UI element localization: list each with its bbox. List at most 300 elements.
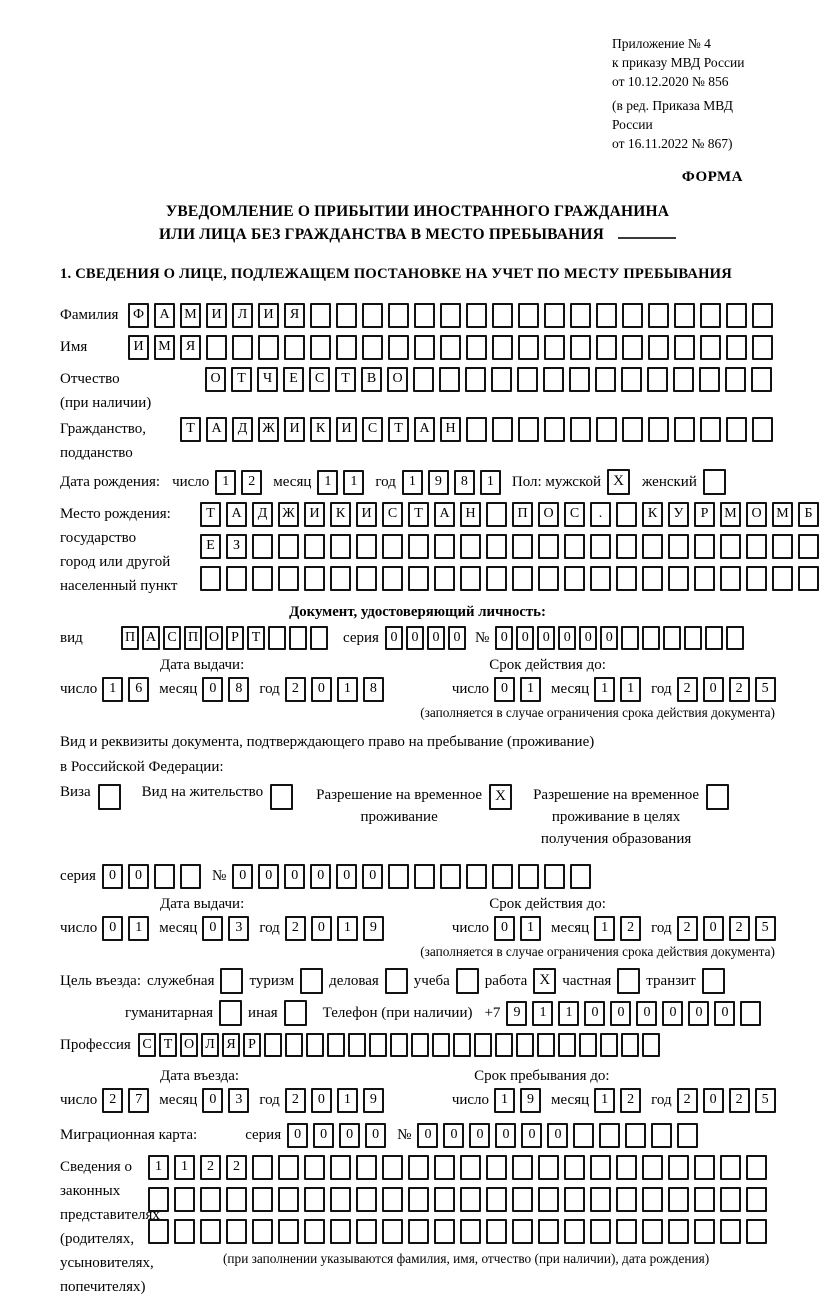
- form-cell[interactable]: 1: [594, 677, 615, 702]
- form-cell[interactable]: 0: [537, 626, 555, 650]
- form-cell[interactable]: [408, 1219, 429, 1244]
- form-cell[interactable]: [616, 534, 637, 559]
- form-cell[interactable]: [356, 534, 377, 559]
- residence-expiry-day-cells[interactable]: [494, 916, 546, 941]
- form-cell[interactable]: [746, 1219, 767, 1244]
- form-cell[interactable]: [278, 1219, 299, 1244]
- form-cell[interactable]: [336, 335, 357, 360]
- form-cell[interactable]: 1: [480, 470, 501, 495]
- residence-issue-month-cells[interactable]: [202, 916, 254, 941]
- form-cell[interactable]: [751, 367, 772, 392]
- form-cell[interactable]: [492, 303, 513, 328]
- form-cell[interactable]: 0: [469, 1123, 490, 1148]
- form-cell[interactable]: [642, 1033, 660, 1057]
- form-cell[interactable]: [434, 566, 455, 591]
- form-cell[interactable]: [726, 303, 747, 328]
- form-cell[interactable]: 1: [558, 1001, 579, 1026]
- form-cell[interactable]: Я: [222, 1033, 240, 1057]
- form-cell[interactable]: [200, 566, 221, 591]
- form-cell[interactable]: 0: [495, 1123, 516, 1148]
- form-cell[interactable]: 0: [336, 864, 357, 889]
- form-cell[interactable]: 0: [287, 1123, 308, 1148]
- form-cell[interactable]: [590, 566, 611, 591]
- form-cell[interactable]: [200, 1187, 221, 1212]
- form-cell[interactable]: [304, 1187, 325, 1212]
- form-cell[interactable]: [453, 1033, 471, 1057]
- form-cell[interactable]: [356, 1155, 377, 1180]
- form-cell[interactable]: Л: [232, 303, 253, 328]
- form-cell[interactable]: [382, 1155, 403, 1180]
- form-cell[interactable]: [700, 303, 721, 328]
- form-cell[interactable]: 0: [547, 1123, 568, 1148]
- form-cell[interactable]: [258, 335, 279, 360]
- form-cell[interactable]: [486, 502, 507, 527]
- form-cell[interactable]: [699, 367, 720, 392]
- form-cell[interactable]: [440, 335, 461, 360]
- form-cell[interactable]: [330, 566, 351, 591]
- form-cell[interactable]: 0: [362, 864, 383, 889]
- given-name-cells[interactable]: [128, 335, 778, 360]
- purpose-official-checkbox[interactable]: [220, 968, 243, 994]
- form-cell[interactable]: [668, 1219, 689, 1244]
- form-cell[interactable]: [440, 303, 461, 328]
- form-cell[interactable]: П: [184, 626, 202, 650]
- guardians-row-2-cells[interactable]: [148, 1187, 772, 1212]
- form-cell[interactable]: С: [138, 1033, 156, 1057]
- form-cell[interactable]: [752, 303, 773, 328]
- purpose-work-checkbox[interactable]: [533, 968, 556, 994]
- form-cell[interactable]: 0: [494, 916, 515, 941]
- purpose-tourism-checkbox[interactable]: [300, 968, 323, 994]
- form-cell[interactable]: [668, 566, 689, 591]
- form-cell[interactable]: 0: [688, 1001, 709, 1026]
- form-cell[interactable]: 0: [102, 864, 123, 889]
- edu-permit-checkbox[interactable]: [706, 784, 729, 810]
- residence-issue-year-cells[interactable]: [285, 916, 389, 941]
- form-cell[interactable]: .: [590, 502, 611, 527]
- form-cell[interactable]: [596, 417, 617, 442]
- form-cell[interactable]: [486, 1219, 507, 1244]
- form-cell[interactable]: [538, 1219, 559, 1244]
- migration-number-cells[interactable]: [417, 1123, 703, 1148]
- form-cell[interactable]: 1: [494, 1088, 515, 1113]
- form-cell[interactable]: 5: [755, 1088, 776, 1113]
- form-cell[interactable]: [600, 1033, 618, 1057]
- form-cell[interactable]: [700, 335, 721, 360]
- form-cell[interactable]: [434, 1219, 455, 1244]
- form-cell[interactable]: Ч: [257, 367, 278, 392]
- form-cell[interactable]: [677, 1123, 698, 1148]
- form-cell[interactable]: [706, 784, 729, 810]
- form-cell[interactable]: [460, 534, 481, 559]
- form-cell[interactable]: П: [121, 626, 139, 650]
- form-cell[interactable]: 9: [363, 916, 384, 941]
- form-cell[interactable]: [512, 1155, 533, 1180]
- form-cell[interactable]: [537, 1033, 555, 1057]
- form-cell[interactable]: 0: [310, 864, 331, 889]
- form-cell[interactable]: И: [206, 303, 227, 328]
- form-cell[interactable]: 0: [102, 916, 123, 941]
- form-cell[interactable]: 1: [215, 470, 236, 495]
- form-cell[interactable]: [382, 1187, 403, 1212]
- form-cell[interactable]: [330, 1187, 351, 1212]
- form-cell[interactable]: 0: [284, 864, 305, 889]
- birth-place-row-2-cells[interactable]: [200, 534, 824, 559]
- form-cell[interactable]: X: [533, 968, 556, 994]
- identity-issue-year-cells[interactable]: [285, 677, 389, 702]
- residence-permit-checkbox[interactable]: [270, 784, 293, 810]
- form-cell[interactable]: 0: [703, 677, 724, 702]
- form-cell[interactable]: [414, 303, 435, 328]
- form-cell[interactable]: [772, 534, 793, 559]
- form-cell[interactable]: [625, 1123, 646, 1148]
- stay-month-cells[interactable]: [594, 1088, 646, 1113]
- form-cell[interactable]: 0: [128, 864, 149, 889]
- form-cell[interactable]: [304, 1155, 325, 1180]
- form-cell[interactable]: 1: [402, 470, 423, 495]
- form-cell[interactable]: 1: [520, 677, 541, 702]
- form-cell[interactable]: Д: [232, 417, 253, 442]
- form-cell[interactable]: И: [356, 502, 377, 527]
- birth-place-row-3-cells[interactable]: [200, 566, 824, 591]
- form-cell[interactable]: [538, 1155, 559, 1180]
- form-cell[interactable]: [596, 303, 617, 328]
- form-cell[interactable]: [460, 1187, 481, 1212]
- form-cell[interactable]: 5: [755, 916, 776, 941]
- form-cell[interactable]: И: [304, 502, 325, 527]
- form-cell[interactable]: Т: [388, 417, 409, 442]
- birth-day-cells[interactable]: [215, 470, 267, 495]
- form-cell[interactable]: [434, 1155, 455, 1180]
- form-cell[interactable]: Т: [408, 502, 429, 527]
- form-cell[interactable]: [752, 335, 773, 360]
- form-cell[interactable]: [304, 1219, 325, 1244]
- identity-issue-day-cells[interactable]: [102, 677, 154, 702]
- form-cell[interactable]: [596, 335, 617, 360]
- form-cell[interactable]: Ф: [128, 303, 149, 328]
- form-cell[interactable]: [330, 1155, 351, 1180]
- form-cell[interactable]: О: [746, 502, 767, 527]
- form-cell[interactable]: [752, 417, 773, 442]
- form-cell[interactable]: 8: [454, 470, 475, 495]
- form-cell[interactable]: 0: [521, 1123, 542, 1148]
- residence-doc-series-cells[interactable]: [102, 864, 206, 889]
- form-cell[interactable]: 1: [532, 1001, 553, 1026]
- form-cell[interactable]: [492, 864, 513, 889]
- form-cell[interactable]: [289, 626, 307, 650]
- form-cell[interactable]: 0: [258, 864, 279, 889]
- form-cell[interactable]: [674, 335, 695, 360]
- form-cell[interactable]: [642, 566, 663, 591]
- identity-expiry-month-cells[interactable]: [594, 677, 646, 702]
- form-cell[interactable]: 0: [516, 626, 534, 650]
- sex-female-checkbox[interactable]: [703, 469, 726, 495]
- form-cell[interactable]: Р: [243, 1033, 261, 1057]
- form-cell[interactable]: 2: [241, 470, 262, 495]
- form-cell[interactable]: [434, 1187, 455, 1212]
- form-cell[interactable]: 2: [729, 677, 750, 702]
- form-cell[interactable]: [720, 534, 741, 559]
- form-cell[interactable]: [460, 1155, 481, 1180]
- phone-cells[interactable]: [506, 1001, 766, 1026]
- form-cell[interactable]: А: [434, 502, 455, 527]
- form-cell[interactable]: А: [142, 626, 160, 650]
- form-cell[interactable]: [674, 303, 695, 328]
- form-cell[interactable]: 0: [584, 1001, 605, 1026]
- form-cell[interactable]: [702, 968, 725, 994]
- form-cell[interactable]: А: [414, 417, 435, 442]
- form-cell[interactable]: [98, 784, 121, 810]
- visa-checkbox[interactable]: [98, 784, 121, 810]
- form-cell[interactable]: С: [163, 626, 181, 650]
- identity-expiry-year-cells[interactable]: [677, 677, 781, 702]
- form-cell[interactable]: [491, 367, 512, 392]
- form-cell[interactable]: К: [642, 502, 663, 527]
- form-cell[interactable]: С: [382, 502, 403, 527]
- form-cell[interactable]: Ж: [278, 502, 299, 527]
- form-cell[interactable]: 0: [427, 626, 445, 650]
- form-cell[interactable]: [327, 1033, 345, 1057]
- form-cell[interactable]: 0: [311, 677, 332, 702]
- form-cell[interactable]: [268, 626, 286, 650]
- form-cell[interactable]: X: [489, 784, 512, 810]
- form-cell[interactable]: [651, 1123, 672, 1148]
- form-cell[interactable]: 1: [337, 916, 358, 941]
- form-cell[interactable]: 0: [703, 916, 724, 941]
- form-cell[interactable]: [720, 1219, 741, 1244]
- form-cell[interactable]: 0: [311, 916, 332, 941]
- form-cell[interactable]: 0: [558, 626, 576, 650]
- form-cell[interactable]: [543, 367, 564, 392]
- form-cell[interactable]: [304, 534, 325, 559]
- form-cell[interactable]: [518, 335, 539, 360]
- form-cell[interactable]: Е: [283, 367, 304, 392]
- form-cell[interactable]: [668, 1155, 689, 1180]
- form-cell[interactable]: О: [205, 367, 226, 392]
- form-cell[interactable]: 2: [200, 1155, 221, 1180]
- form-cell[interactable]: [382, 566, 403, 591]
- form-cell[interactable]: [330, 534, 351, 559]
- form-cell[interactable]: 2: [729, 916, 750, 941]
- form-cell[interactable]: [206, 335, 227, 360]
- purpose-other-checkbox[interactable]: [284, 1000, 307, 1026]
- form-cell[interactable]: [621, 1033, 639, 1057]
- identity-doc-number-cells[interactable]: [495, 626, 747, 650]
- form-cell[interactable]: [668, 534, 689, 559]
- surname-cells[interactable]: [128, 303, 778, 328]
- form-cell[interactable]: Ж: [258, 417, 279, 442]
- form-cell[interactable]: [564, 534, 585, 559]
- purpose-business-checkbox[interactable]: [385, 968, 408, 994]
- form-cell[interactable]: [304, 566, 325, 591]
- form-cell[interactable]: [700, 417, 721, 442]
- form-cell[interactable]: [740, 1001, 761, 1026]
- form-cell[interactable]: [616, 566, 637, 591]
- form-cell[interactable]: [310, 303, 331, 328]
- form-cell[interactable]: [674, 417, 695, 442]
- form-cell[interactable]: 0: [406, 626, 424, 650]
- form-cell[interactable]: [310, 335, 331, 360]
- form-cell[interactable]: [648, 303, 669, 328]
- form-cell[interactable]: [434, 534, 455, 559]
- form-cell[interactable]: [465, 367, 486, 392]
- form-cell[interactable]: М: [720, 502, 741, 527]
- form-cell[interactable]: [616, 1155, 637, 1180]
- temp-permit-checkbox[interactable]: [489, 784, 512, 810]
- form-cell[interactable]: О: [387, 367, 408, 392]
- form-cell[interactable]: [219, 1000, 242, 1026]
- form-cell[interactable]: М: [180, 303, 201, 328]
- form-cell[interactable]: [617, 968, 640, 994]
- form-cell[interactable]: [474, 1033, 492, 1057]
- form-cell[interactable]: [466, 303, 487, 328]
- form-cell[interactable]: [278, 1187, 299, 1212]
- form-cell[interactable]: [252, 1187, 273, 1212]
- form-cell[interactable]: [466, 864, 487, 889]
- form-cell[interactable]: [486, 1187, 507, 1212]
- form-cell[interactable]: Д: [252, 502, 273, 527]
- form-cell[interactable]: У: [668, 502, 689, 527]
- form-cell[interactable]: [356, 1187, 377, 1212]
- entry-month-cells[interactable]: [202, 1088, 254, 1113]
- form-cell[interactable]: [694, 1187, 715, 1212]
- form-cell[interactable]: [512, 1219, 533, 1244]
- profession-cells[interactable]: [138, 1033, 663, 1057]
- form-cell[interactable]: 1: [594, 1088, 615, 1113]
- form-cell[interactable]: 0: [610, 1001, 631, 1026]
- form-cell[interactable]: 0: [443, 1123, 464, 1148]
- form-cell[interactable]: [772, 566, 793, 591]
- form-cell[interactable]: 0: [202, 1088, 223, 1113]
- form-cell[interactable]: 2: [620, 1088, 641, 1113]
- form-cell[interactable]: [595, 367, 616, 392]
- form-cell[interactable]: [232, 335, 253, 360]
- form-cell[interactable]: [252, 534, 273, 559]
- form-cell[interactable]: [720, 566, 741, 591]
- form-cell[interactable]: [382, 534, 403, 559]
- form-cell[interactable]: [408, 566, 429, 591]
- form-cell[interactable]: [388, 303, 409, 328]
- form-cell[interactable]: 1: [148, 1155, 169, 1180]
- sex-male-checkbox[interactable]: [607, 469, 630, 495]
- form-cell[interactable]: [388, 864, 409, 889]
- purpose-study-checkbox[interactable]: [456, 968, 479, 994]
- residence-issue-day-cells[interactable]: [102, 916, 154, 941]
- form-cell[interactable]: [252, 566, 273, 591]
- form-cell[interactable]: [798, 534, 819, 559]
- form-cell[interactable]: [439, 367, 460, 392]
- form-cell[interactable]: 0: [202, 916, 223, 941]
- form-cell[interactable]: [512, 1187, 533, 1212]
- form-cell[interactable]: [647, 367, 668, 392]
- form-cell[interactable]: [278, 566, 299, 591]
- form-cell[interactable]: [411, 1033, 429, 1057]
- form-cell[interactable]: 2: [729, 1088, 750, 1113]
- form-cell[interactable]: [642, 626, 660, 650]
- identity-expiry-day-cells[interactable]: [494, 677, 546, 702]
- form-cell[interactable]: [648, 335, 669, 360]
- form-cell[interactable]: [616, 1187, 637, 1212]
- birth-year-cells[interactable]: [402, 470, 506, 495]
- form-cell[interactable]: [642, 1219, 663, 1244]
- stay-year-cells[interactable]: [677, 1088, 781, 1113]
- form-cell[interactable]: 1: [337, 677, 358, 702]
- form-cell[interactable]: 9: [428, 470, 449, 495]
- birth-month-cells[interactable]: [317, 470, 369, 495]
- form-cell[interactable]: [174, 1187, 195, 1212]
- form-cell[interactable]: [694, 1219, 715, 1244]
- form-cell[interactable]: 0: [202, 677, 223, 702]
- form-cell[interactable]: [226, 566, 247, 591]
- form-cell[interactable]: О: [205, 626, 223, 650]
- form-cell[interactable]: 0: [313, 1123, 334, 1148]
- form-cell[interactable]: [622, 417, 643, 442]
- form-cell[interactable]: [413, 367, 434, 392]
- form-cell[interactable]: 0: [636, 1001, 657, 1026]
- form-cell[interactable]: [356, 1219, 377, 1244]
- form-cell[interactable]: З: [226, 534, 247, 559]
- form-cell[interactable]: Т: [159, 1033, 177, 1057]
- form-cell[interactable]: [621, 626, 639, 650]
- form-cell[interactable]: [798, 566, 819, 591]
- form-cell[interactable]: 1: [102, 677, 123, 702]
- form-cell[interactable]: [382, 1219, 403, 1244]
- form-cell[interactable]: [284, 335, 305, 360]
- purpose-humanitarian-checkbox[interactable]: [219, 1000, 242, 1026]
- form-cell[interactable]: Н: [460, 502, 481, 527]
- form-cell[interactable]: [306, 1033, 324, 1057]
- form-cell[interactable]: [544, 417, 565, 442]
- form-cell[interactable]: 0: [495, 626, 513, 650]
- form-cell[interactable]: К: [330, 502, 351, 527]
- form-cell[interactable]: [460, 1219, 481, 1244]
- citizenship-cells[interactable]: [180, 417, 778, 442]
- form-cell[interactable]: [544, 864, 565, 889]
- form-cell[interactable]: [538, 1187, 559, 1212]
- form-cell[interactable]: [356, 566, 377, 591]
- identity-doc-type-cells[interactable]: [121, 626, 331, 650]
- form-cell[interactable]: [278, 534, 299, 559]
- form-cell[interactable]: [486, 1155, 507, 1180]
- form-cell[interactable]: [746, 1187, 767, 1212]
- form-cell[interactable]: [492, 417, 513, 442]
- form-cell[interactable]: [538, 534, 559, 559]
- form-cell[interactable]: [570, 864, 591, 889]
- form-cell[interactable]: 8: [363, 677, 384, 702]
- form-cell[interactable]: 7: [128, 1088, 149, 1113]
- form-cell[interactable]: 6: [128, 677, 149, 702]
- form-cell[interactable]: [408, 1155, 429, 1180]
- form-cell[interactable]: Е: [200, 534, 221, 559]
- form-cell[interactable]: [590, 1155, 611, 1180]
- form-cell[interactable]: 2: [285, 1088, 306, 1113]
- form-cell[interactable]: Б: [798, 502, 819, 527]
- form-cell[interactable]: [486, 566, 507, 591]
- form-cell[interactable]: [538, 566, 559, 591]
- form-cell[interactable]: 1: [128, 916, 149, 941]
- form-cell[interactable]: [270, 784, 293, 810]
- form-cell[interactable]: [705, 626, 723, 650]
- form-cell[interactable]: [154, 864, 175, 889]
- form-cell[interactable]: [512, 566, 533, 591]
- form-cell[interactable]: [518, 303, 539, 328]
- form-cell[interactable]: [564, 1155, 585, 1180]
- form-cell[interactable]: 9: [506, 1001, 527, 1026]
- form-cell[interactable]: [310, 626, 328, 650]
- form-cell[interactable]: [486, 534, 507, 559]
- form-cell[interactable]: [642, 534, 663, 559]
- form-cell[interactable]: С: [309, 367, 330, 392]
